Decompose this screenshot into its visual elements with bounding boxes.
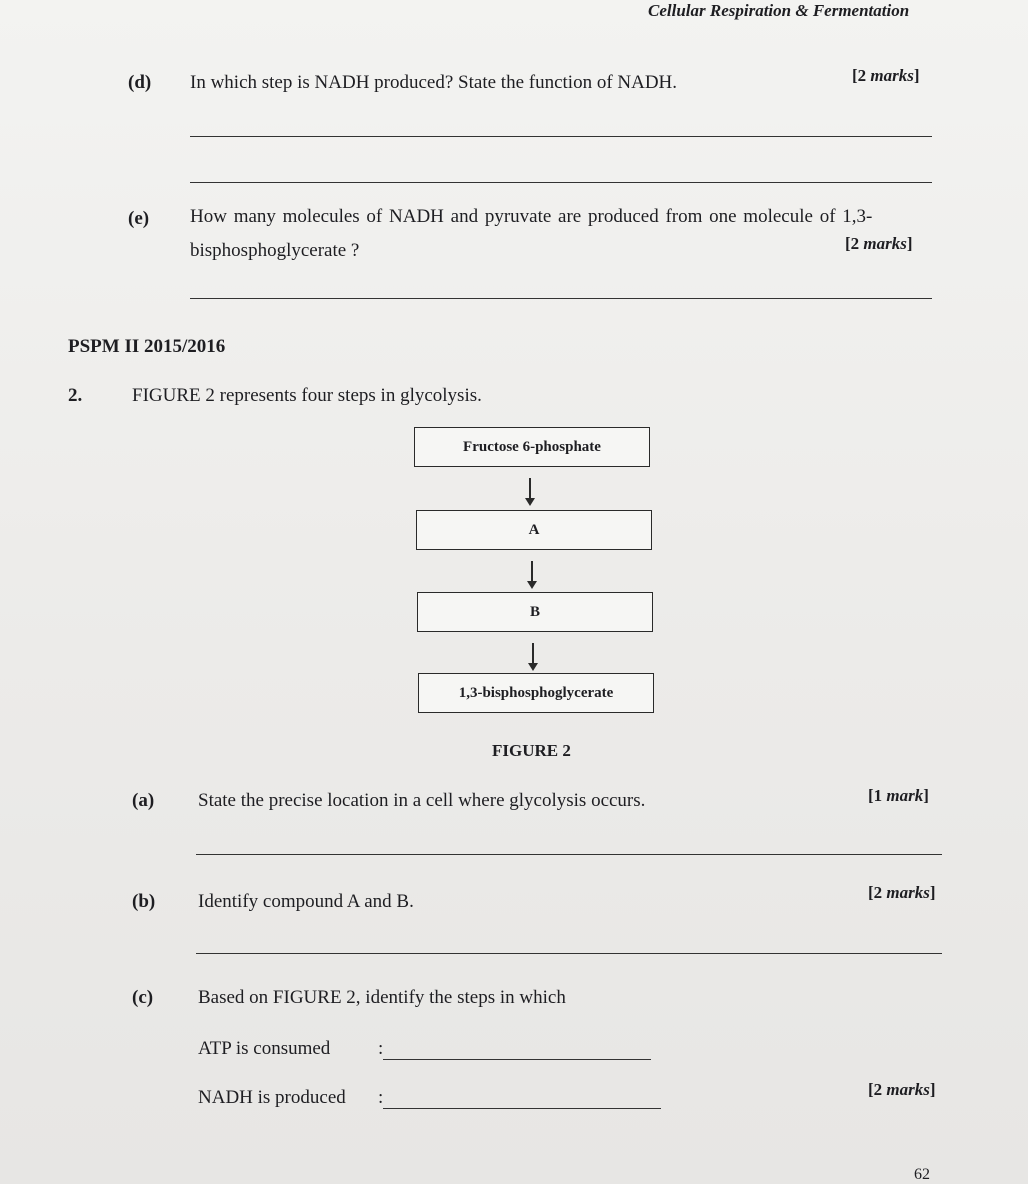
q-a-text: State the precise location in a cell where glycolysis occurs.: [198, 790, 646, 811]
q-e-label: (e): [128, 208, 150, 229]
q-c-atp-consumed-label: ATP is consumed: [198, 1038, 331, 1059]
section-title: PSPM II 2015/2016: [68, 336, 226, 357]
page-header: Cellular Respiration & Fermentation: [648, 1, 910, 20]
q-a-answer-line[interactable]: [196, 854, 942, 855]
q-a-label: (a): [132, 790, 155, 811]
q-d-answer-line-1[interactable]: [190, 136, 932, 137]
q-b-label: (b): [132, 891, 156, 912]
flow-step-a: A: [416, 510, 652, 550]
q-c-atp-consumed-colon: :: [378, 1038, 651, 1060]
q-d-marks: [2 marks]: [852, 66, 920, 85]
q-a-marks: [1 mark]: [868, 786, 929, 805]
q-e-text-line-1: How many molecules of NADH and pyruvate are produced from one molecule of 1,3-: [190, 206, 873, 227]
q-b-text: Identify compound A and B.: [198, 891, 414, 912]
q-d-label: (d): [128, 72, 152, 93]
q-c-label: (c): [132, 987, 154, 1008]
flow-step-fructose-6-phosphate: Fructose 6-phosphate: [414, 427, 650, 467]
q-e-marks: [2 marks]: [845, 234, 913, 253]
flow-arrow-1: [529, 478, 531, 504]
q-d-answer-line-2[interactable]: [190, 182, 932, 183]
q-c-marks: [2 marks]: [868, 1080, 936, 1099]
flow-arrow-2: [531, 561, 533, 587]
q2-number: 2.: [68, 385, 83, 406]
q-b-marks: [2 marks]: [868, 883, 936, 902]
q-c-nadh-produced-label: NADH is produced: [198, 1087, 346, 1108]
page-number: 62: [914, 1166, 930, 1183]
flow-step-1-3-bisphosphoglycerate: 1,3-bisphosphoglycerate: [418, 673, 654, 713]
q2-text: FIGURE 2 represents four steps in glycolysis.: [132, 385, 482, 406]
flow-step-b: B: [417, 592, 653, 632]
q-c-nadh-produced-blank[interactable]: [383, 1092, 661, 1109]
figure-caption: FIGURE 2: [492, 741, 571, 760]
q-e-answer-line[interactable]: [190, 298, 932, 299]
q-b-answer-line[interactable]: [196, 953, 942, 954]
q-e-text-line-2: bisphosphoglycerate ?: [190, 240, 360, 261]
q-d-text: In which step is NADH produced? State the function of NADH.: [190, 72, 678, 93]
q-c-text: Based on FIGURE 2, identify the steps in which: [198, 987, 566, 1008]
q-c-atp-consumed-blank[interactable]: [383, 1043, 651, 1060]
q-c-nadh-produced-colon: :: [378, 1087, 661, 1109]
flow-arrow-3: [532, 643, 534, 669]
